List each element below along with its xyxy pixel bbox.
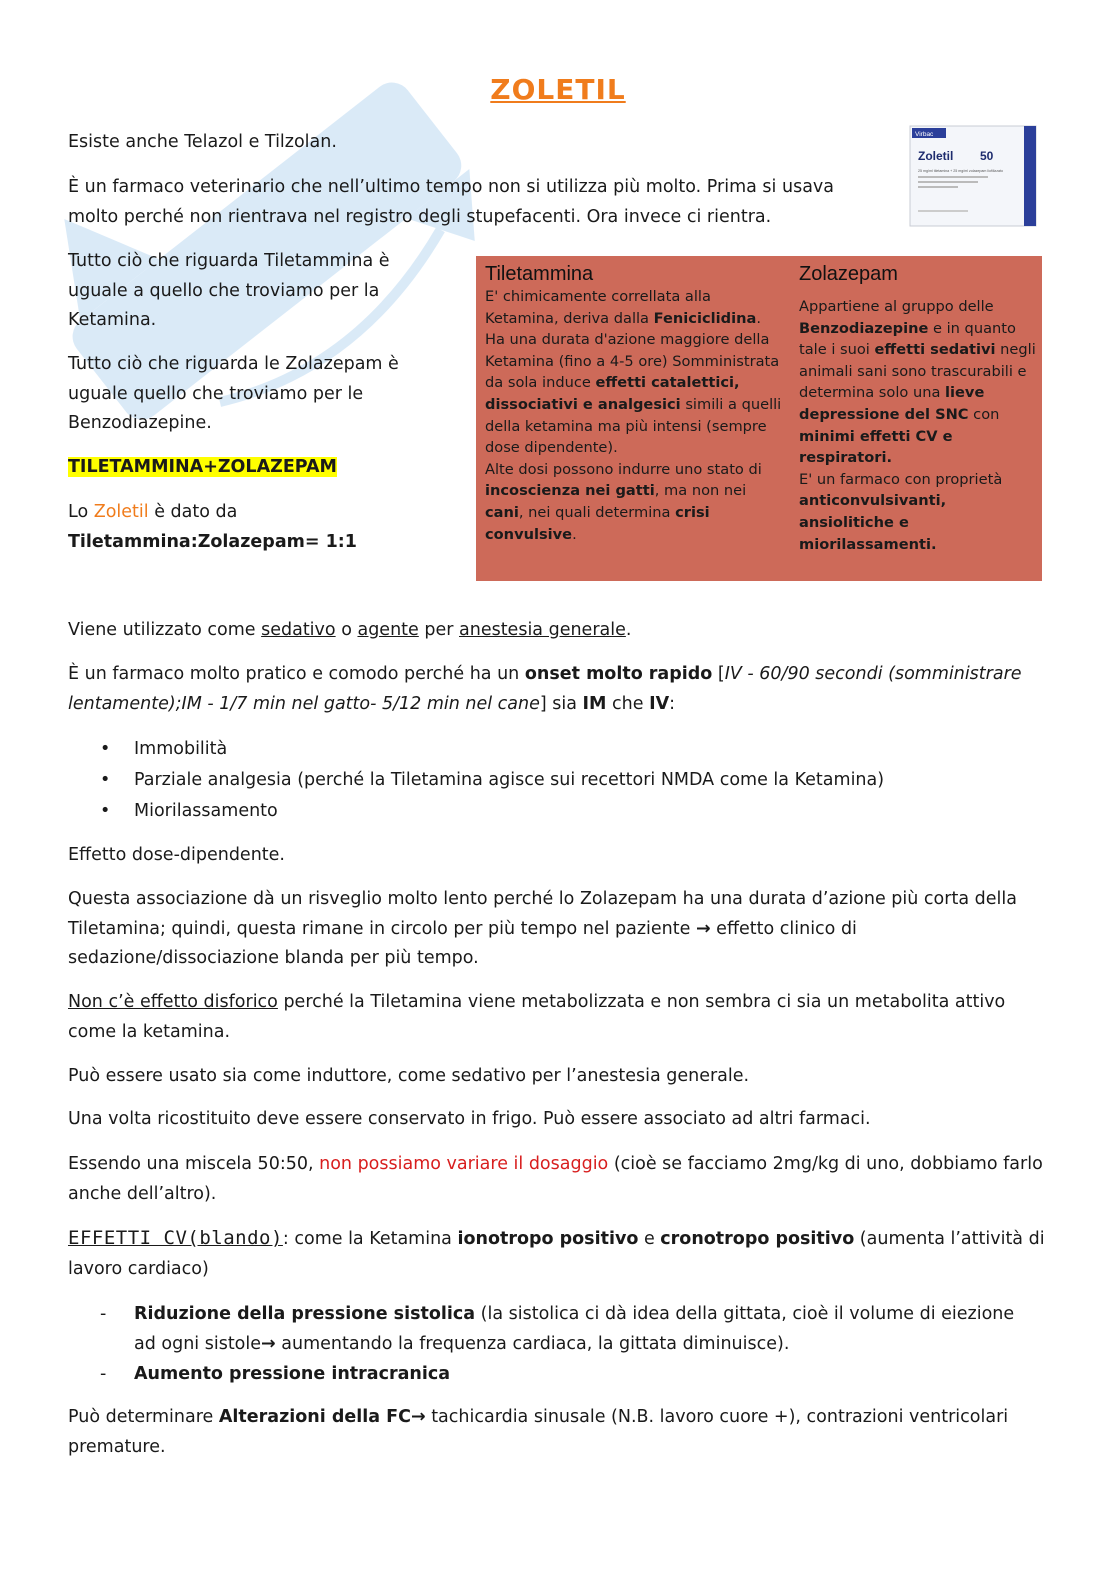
t6: , nei quali determina (518, 503, 676, 521)
i1: IV - 60/90 secondi (somministrare lentamente);IM - 1/7 min nel gatto- 5/12 min nel cane (68, 664, 1022, 714)
t2: . Ha una durata d'azione maggiore della Ketamina (fino a 4-5 ore) Somministrata da sola induce (485, 309, 780, 392)
item1-bold: Riduzione della pressione sistolica (134, 1304, 476, 1324)
arrow-icon: → (410, 1407, 426, 1427)
b1: Benzodiazepine (799, 319, 929, 337)
t2: tachicardia sinusale (N.B. lavoro cuore +), contrazioni ventricolari premature. (68, 1407, 1009, 1457)
t3: simili a quelli della ketamina ma più intensi (sempre dose dipendente). (485, 395, 782, 457)
t2: e in quanto tale i suoi (799, 319, 1016, 359)
t3: ] sia (539, 693, 583, 714)
ratio-paragraph (68, 498, 428, 557)
fc-paragraph (68, 1403, 1048, 1462)
tiletammina-heading: Tiletammina (485, 263, 594, 285)
t1: E' chimicamente correllata alla Ketamina, deriva dalla (485, 288, 711, 327)
t1: : come la Ketamina (282, 1229, 458, 1249)
u2: agente (357, 620, 419, 640)
usage-paragraph (68, 616, 1048, 646)
t2: effetto clinico di sedazione/dissociazione blanda per più tempo. (68, 918, 857, 968)
b3: lieve depressione del SNC (799, 384, 985, 423)
t3: per (418, 620, 459, 640)
b2: effetti catalettici, dissociativi e analgesici (485, 374, 740, 413)
b4: cani (485, 503, 519, 521)
t3: (aumenta l’attività di lavoro cardiaco) (68, 1229, 1045, 1279)
t5: : (669, 693, 676, 714)
t4: con (968, 405, 1000, 423)
b3: IV (649, 693, 670, 714)
t1: È un farmaco molto pratico e comodo perché ha un (68, 664, 525, 684)
t2: [ (712, 664, 725, 684)
intro-paragraph-1: Esiste anche Telazol e Tilzolan. (68, 132, 337, 152)
cv-list (100, 1299, 1040, 1389)
b1: Feniciclidina (653, 309, 757, 327)
t5: , ma non nei (654, 482, 747, 500)
b2: cronotropo positivo (660, 1229, 855, 1249)
onset-paragraph (68, 660, 1048, 719)
inductor-paragraph: Può essere usato sia come induttore, come sedativo per l’anestesia generale. (68, 1066, 750, 1086)
b4: minimi effetti CV e respiratori. (799, 427, 953, 467)
tiletammina-column (485, 262, 785, 545)
product-fine-print: 25 mg/ml tiletamina + 25 mg/ml zolazepam liofilizzato (918, 169, 1003, 173)
t2: e (638, 1229, 661, 1249)
b2: IM (582, 693, 607, 714)
b3: incoscienza nei gatti (485, 482, 655, 500)
highlight-tiletammina-zolazepam: TILETAMMINA+ZOLAZEPAM (68, 457, 337, 477)
b5: crisi convulsive (485, 503, 710, 543)
zolazepam-column (799, 262, 1039, 555)
comparison-box (476, 256, 1042, 581)
zolazepam-heading: Zolazepam (799, 263, 898, 285)
t4: . (625, 620, 632, 640)
u1: sedativo (261, 620, 336, 640)
storage-paragraph: Una volta ricostituito deve essere conservato in frigo. Può essere associato ad altri farmaci. (68, 1109, 871, 1129)
b5: anticonvulsivanti, ansiolitiche e miorilassamenti. (799, 492, 947, 553)
u1: Non c’è effetto disforico (68, 992, 278, 1012)
tiletammina-text (485, 286, 785, 545)
combination-label (68, 453, 428, 483)
ratio-pre: Lo (68, 502, 94, 522)
t3: negli animali sani sono trascurabili e determina solo una (799, 341, 1036, 402)
r1: non possiamo variare il dosaggio (319, 1154, 609, 1174)
product-dose: 50 (980, 149, 994, 163)
b2: effetti sedativi (874, 341, 996, 359)
zolazepam-note: Tutto ciò che riguarda le Zolazepam è uguale quello che troviamo per le Benzodiazepine. (68, 354, 399, 433)
cv-heading: EFFETTI CV(blando) (68, 1227, 283, 1249)
page-title: ZOLETIL (490, 73, 626, 106)
list-item: • Immobilità (100, 734, 884, 765)
intro-paragraph-2: È un farmaco veterinario che nell’ultimo tempo non si utilizza più molto. Prima si usava molto perché non rientrava nel registro degli stupefacenti. Ora invece ci rientra. (68, 177, 834, 227)
u3: anestesia generale (459, 620, 626, 640)
zoletil-product-image (906, 122, 1040, 232)
item1-text2: aumentando la frequenza cardiaca, la gittata diminuisce). (275, 1334, 790, 1354)
product-name: Zoletil (918, 149, 954, 163)
product-brand: Virbac (915, 131, 934, 138)
t4: che (606, 693, 650, 714)
t1: perché la Tiletamina viene metabolizzata e non sembra ci sia un metabolita attivo come la ketamina. (68, 992, 1006, 1042)
recovery-paragraph (68, 885, 1048, 974)
t2: (cioè se facciamo 2mg/kg di uno, dobbiamo farlo anche dell’altro). (68, 1154, 1043, 1204)
t1: Appartiene al gruppo delle (799, 298, 994, 315)
arrow-icon: → (695, 918, 711, 939)
arrow-icon: → (261, 1334, 276, 1354)
t1: Questa associazione dà un risveglio molto lento perché lo Zolazepam ha una durata d’azione più corta della Tiletamina; quindi, questa rimane in circolo per più tempo nel paziente (68, 889, 1017, 939)
ratio-post: è dato da (148, 502, 238, 522)
t1: Può determinare (68, 1407, 219, 1427)
mix-paragraph (68, 1150, 1048, 1209)
item1-text: (la sistolica ci dà idea della gittata, cioè il volume di eiezione ad ogni sistole (134, 1304, 1015, 1354)
t5: E' un farmaco con proprietà (799, 470, 1003, 488)
ratio-brand: Zoletil (93, 502, 149, 522)
tiletammina-note: Tutto ciò che riguarda Tiletammina è uguale a quello che troviamo per la Ketamina. (68, 251, 390, 330)
item2-bold: Aumento pressione intracranica (134, 1364, 451, 1384)
dose-dependent-paragraph: Effetto dose-dipendente. (68, 845, 285, 865)
t1: Viene utilizzato come (68, 620, 262, 640)
b1: onset molto rapido (524, 664, 713, 684)
t7: . (572, 525, 577, 543)
list-item (100, 1359, 1040, 1389)
b1: ionotropo positivo (457, 1229, 639, 1249)
dysphoric-paragraph (68, 988, 1048, 1047)
cv-paragraph (68, 1224, 1048, 1284)
list-item: • Parziale analgesia (perché la Tiletamina agisce sui recettori NMDA come la Ketamina) (100, 765, 884, 796)
b1: Alterazioni della FC (218, 1407, 411, 1427)
ratio-formula: Tiletammina:Zolazepam= 1:1 (68, 531, 357, 552)
list-item: • Miorilassamento (100, 796, 884, 827)
zolazepam-text (799, 296, 1039, 555)
list-item (100, 1299, 1040, 1359)
t4: Alte dosi possono indurre uno stato di (485, 460, 762, 478)
effects-list (100, 734, 884, 827)
t1: Essendo una miscela 50:50, (68, 1154, 320, 1174)
t2: o (335, 620, 358, 640)
